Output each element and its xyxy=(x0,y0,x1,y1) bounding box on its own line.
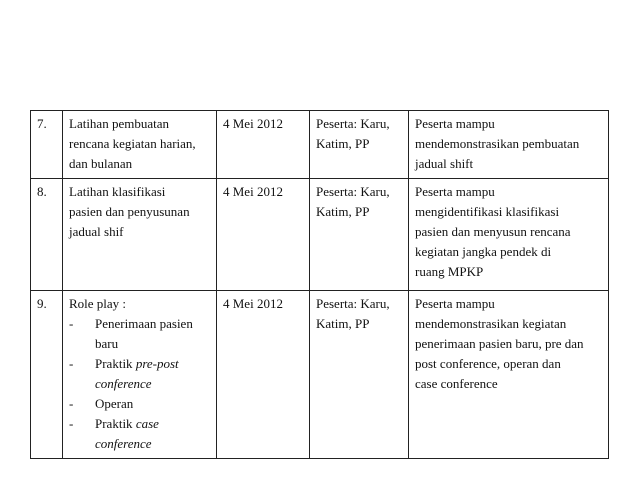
date-cell: 4 Mei 2012 xyxy=(217,179,310,291)
table-row xyxy=(31,179,609,291)
table-row xyxy=(31,111,609,179)
activity-cell: Role play : - Penerimaan pasien baru - Praktik pre-post conference - Operan - Praktik case conference xyxy=(63,291,217,459)
participants-cell: Peserta: Karu, Katim, PP xyxy=(310,179,409,291)
row-number: 8. xyxy=(31,179,63,291)
list-item: - Operan xyxy=(69,396,134,411)
date-cell: 4 Mei 2012 xyxy=(217,111,310,179)
date-cell: 4 Mei 2012 xyxy=(217,291,310,459)
result-cell: Peserta mampu mendemonstrasikan kegiatan penerimaan pasien baru, pre dan post conference, operan dan case conference xyxy=(409,291,609,459)
result-cell: Peserta mampu mendemonstrasikan pembuatan jadual shift xyxy=(409,111,609,179)
row-number: 7. xyxy=(31,111,63,179)
list-item: - Praktik case xyxy=(69,416,159,431)
list-item: - Praktik pre-post xyxy=(69,356,179,371)
list-item: - Penerimaan pasien xyxy=(69,316,193,331)
activity-cell: Latihan pembuatan rencana kegiatan harian, dan bulanan xyxy=(63,111,217,179)
participants-cell: Peserta: Karu, Katim, PP xyxy=(310,111,409,179)
activity-title: Role play : xyxy=(69,296,127,311)
result-cell: Peserta mampu mengidentifikasi klasifikasi pasien dan menyusun rencana kegiatan jangka pendek di ruang MPKP xyxy=(409,179,609,291)
activity-cell: Latihan klasifikasi pasien dan penyusunan jadual shif xyxy=(63,179,217,291)
participants-cell: Peserta: Karu, Katim, PP xyxy=(310,291,409,459)
table-row xyxy=(31,291,609,459)
activity-table xyxy=(30,110,609,459)
row-number: 9. xyxy=(31,291,63,459)
